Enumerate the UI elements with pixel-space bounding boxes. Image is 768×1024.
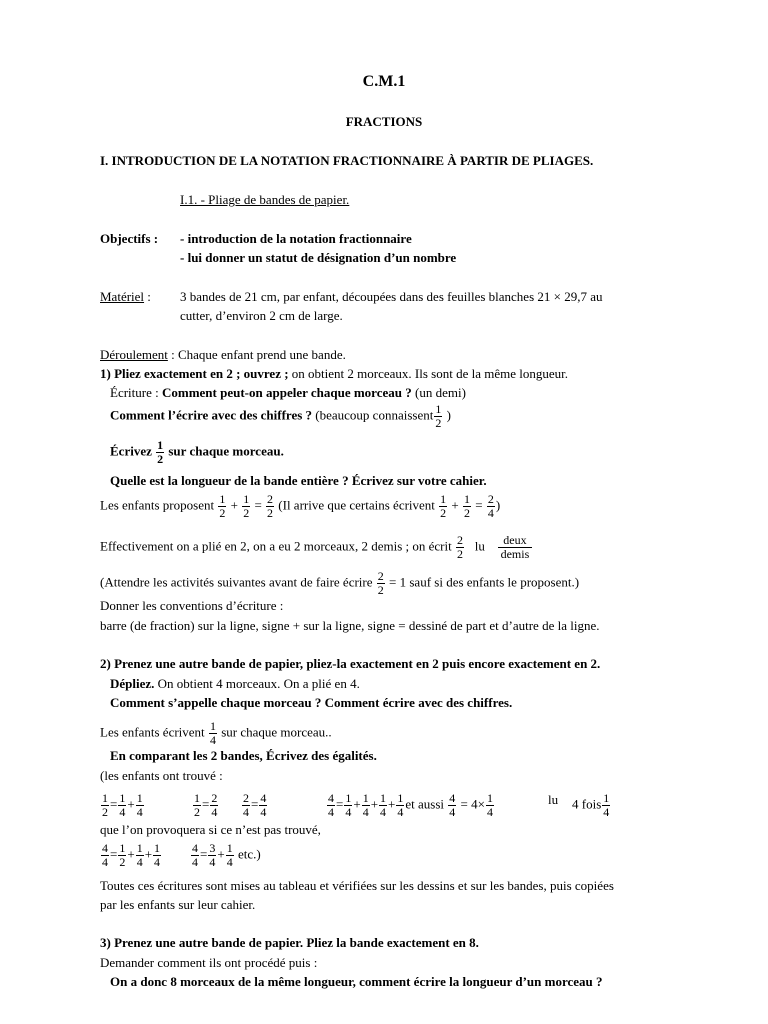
step2-question: Comment s’appelle chaque morceau ? Comment écrire avec des chiffres. bbox=[110, 695, 513, 710]
step2-trouve: (les enfants ont trouvé : bbox=[100, 768, 223, 783]
step3-question: On a donc 8 morceaux de la même longueur, comment écrire la longueur d’un morceau ? bbox=[110, 974, 603, 989]
section-title: I. INTRODUCTION DE LA NOTATION FRACTIONNAIRE À PARTIR DE PLIAGES. bbox=[100, 153, 594, 168]
word-fraction: $\frac{\text{deux}}{\text{demis}}$ bbox=[496, 534, 535, 561]
materiel-text: cutter, d’environ 2 cm de large. bbox=[180, 308, 343, 323]
lu-label: lu bbox=[548, 792, 559, 807]
equality: $\frac{4}{4}$ = $\frac{3}{4}$ + $\frac{1}{4}$ etc.) bbox=[192, 841, 261, 869]
fraction: $\frac{1}{2}$ bbox=[157, 438, 164, 466]
step1-attendre: (Attendre les activités suivantes avant de faire écrire $\frac{2}{2}$ = 1 sauf si des enfants le proposent.) bbox=[100, 569, 580, 597]
step2-instruction: 2) Prenez une autre bande de papier, pliez-la exactement en 2 puis encore exactement en 2. bbox=[100, 656, 601, 671]
equality: $\frac{4}{4}$ = $\frac{1}{4}$ + $\frac{1}{4}$ + $\frac{1}{4}$ + $\frac{1}{4}$ et aussi $\frac{4}{4}$ = 4× $\frac{1}{4}$ bbox=[328, 791, 493, 819]
materiel-text: 3 bandes de 21 cm, par enfant, découpées dans des feuilles blanches 21 × 29,7 au bbox=[180, 289, 603, 304]
objectif-item: - introduction de la notation fractionnaire bbox=[180, 231, 412, 246]
deroulement-line: Déroulement : Chaque enfant prend une bande. bbox=[100, 347, 346, 362]
objectif-item: - lui donner un statut de désignation d’un nombre bbox=[180, 250, 457, 265]
materiel-label: Matériel : bbox=[100, 289, 151, 304]
step1-proposent: Les enfants proposent $\frac{1}{2}$ + $\frac{1}{2}$ = $\frac{2}{2}$ (Il arrive que certains écrivent $\frac{1}{2}$ + $\frac{1}{2}$ = $\frac{2}{4}$ ) bbox=[100, 492, 501, 520]
objectifs-label: Objectifs : bbox=[100, 231, 159, 246]
step1-instruction: 1) Pliez exactement en 2 ; ouvrez ; on obtient 2 morceaux. Ils sont de la même longueur. bbox=[100, 366, 568, 381]
step1-longueur: Quelle est la longueur de la bande entière ? Écrivez sur votre cahier. bbox=[110, 473, 487, 488]
section-subtitle: I.1. - Pliage de bandes de papier. bbox=[180, 192, 350, 207]
step3-demander: Demander comment ils ont procédé puis : bbox=[100, 955, 318, 970]
equality: $\frac{4}{4}$ = $\frac{1}{2}$ + $\frac{1}{4}$ + $\frac{1}{4}$ bbox=[102, 841, 161, 869]
step2-provoquera: que l’on provoquera si ce n’est pas trouvé, bbox=[100, 822, 321, 837]
step1-ecrivez: Écrivez $\frac{1}{2}$ sur chaque morceau. bbox=[110, 438, 284, 466]
step2-ecrivent: Les enfants écrivent $\frac{1}{4}$ sur chaque morceau.. bbox=[100, 719, 332, 747]
page-title: C.M.1 bbox=[362, 73, 406, 90]
step2-comparant: En comparant les 2 bandes, Écrivez des égalités. bbox=[110, 748, 377, 763]
subject-heading: FRACTIONS bbox=[345, 114, 423, 129]
step1-chiffres: Comment l’écrire avec des chiffres ? (beaucoup connaissent $\frac{1}{2}$ ) bbox=[110, 402, 451, 430]
equality: $\frac{1}{2}$ = $\frac{1}{4}$ + $\frac{1}{4}$ bbox=[102, 791, 143, 819]
step2-depliez: Dépliez. On obtient 4 morceaux. On a plié en 4. bbox=[110, 676, 360, 691]
step1-barre: barre (de fraction) sur la ligne, signe + sur la ligne, signe = dessiné de part et d’autre de la ligne. bbox=[100, 618, 600, 633]
equality: $\frac{1}{2}$ = $\frac{2}{4}$ bbox=[194, 791, 218, 819]
fraction: $\frac{1}{2}$ bbox=[435, 402, 442, 430]
step1-question: Écriture : Comment peut-on appeler chaque morceau ? (un demi) bbox=[110, 385, 466, 400]
step3-instruction: 3) Prenez une autre bande de papier. Pliez la bande exactement en 8. bbox=[100, 935, 479, 950]
step2-tableau: Toutes ces écritures sont mises au tableau et vérifiées sur les dessins et sur les bandes, puis copiées bbox=[100, 878, 614, 893]
step2-cahier: par les enfants sur leur cahier. bbox=[100, 897, 256, 912]
fois-expression: 4 fois $\frac{1}{4}$ bbox=[572, 791, 610, 819]
step1-effectivement: Effectivement on a plié en 2, on a eu 2 morceaux, 2 demis ; on écrit $\frac{2}{2}$ lu $\frac{\text{deux}}{\text{demis}}$ bbox=[100, 534, 535, 561]
equality: $\frac{2}{4}$ = $\frac{4}{4}$ bbox=[243, 791, 267, 819]
step1-conventions: Donner les conventions d’écriture : bbox=[100, 598, 284, 613]
